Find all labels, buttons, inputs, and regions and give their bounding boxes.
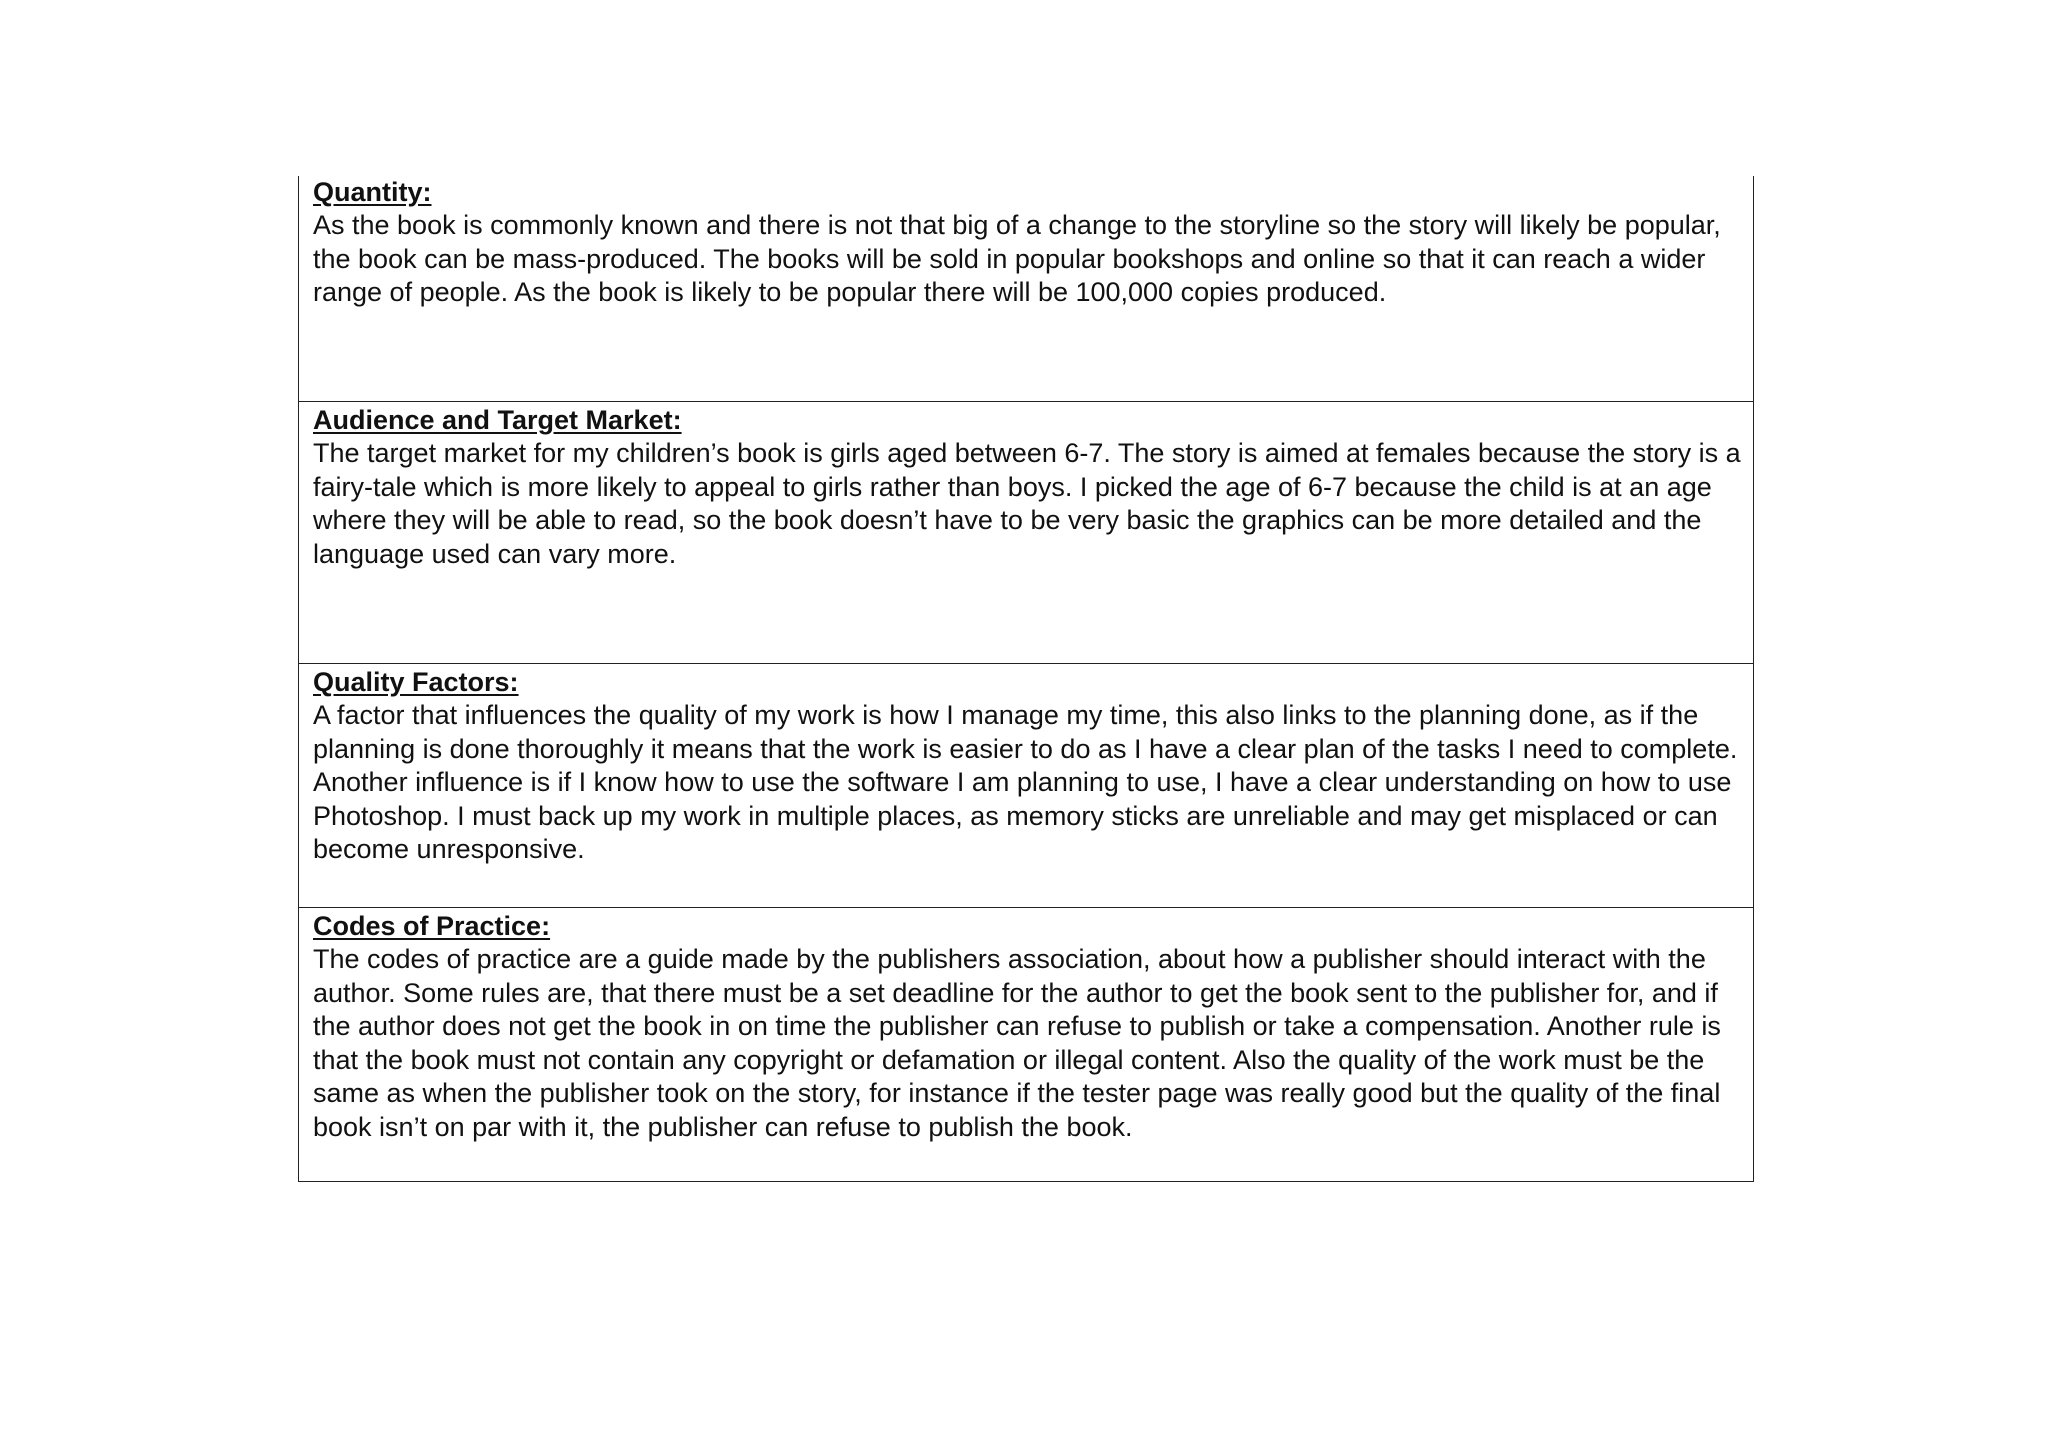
section-audience-target-market — [299, 401, 1753, 663]
section-heading: Codes of Practice: — [313, 911, 551, 941]
section-body: As the book is commonly known and there is not that big of a change to the storyline so the story will likely be popular, the book can be mass-produced. The books will be sold in popular bookshops and online so that it can reach a wider range of people. As the book is likely to be popular there will be 100,000 copies produced. — [313, 210, 1721, 308]
section-body: The target market for my children’s book is girls aged between 6-7. The story is aimed at females because the story is a fairy-tale which is more likely to appeal to girls rather than boys. I picked the age of 6-7 because the child is at an age where they will be able to read, so the book doesn’t have to be very basic the graphics can be more detailed and the language used can vary more. — [313, 438, 1741, 569]
section-body: The codes of practice are a guide made by the publishers association, about how a publisher should interact with the author. Some rules are, that there must be a set deadline for the author to get the book sent to the publisher for, and if the author does not get the book in on time the publisher can refuse to publish or take a compensation. Another rule is that the book must not contain any copyright or defamation or illegal content. Also the quality of the work must be the same as when the publisher took on the story, for instance if the tester page was really good but the quality of the final book isn’t on par with it, the publisher can refuse to publish the book. — [313, 944, 1721, 1142]
document-table — [298, 176, 1754, 1182]
section-quantity — [299, 176, 1753, 401]
section-heading: Audience and Target Market: — [313, 405, 682, 435]
section-heading: Quantity: — [313, 177, 432, 207]
section-codes-of-practice — [299, 907, 1753, 1181]
section-body: A factor that influences the quality of my work is how I manage my time, this also links to the planning done, as if the planning is done thoroughly it means that the work is easier to do as I have a clear plan of the tasks I need to complete. Another influence is if I know how to use the software I am planning to use, I have a clear understanding on how to use Photoshop. I must back up my work in multiple places, as memory sticks are unreliable and may get misplaced or can become unresponsive. — [313, 700, 1738, 865]
section-quality-factors — [299, 663, 1753, 907]
section-heading: Quality Factors: — [313, 667, 519, 697]
